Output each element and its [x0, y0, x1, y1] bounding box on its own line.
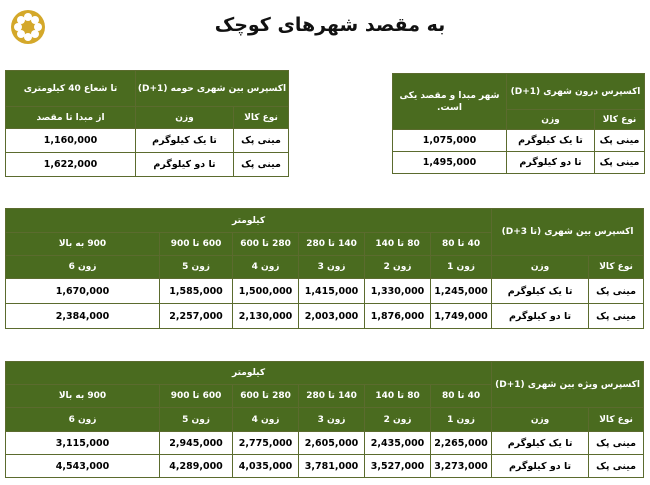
price-cell: 1,495,000 — [393, 152, 507, 174]
item-cell: مینی پک — [589, 304, 644, 329]
weight-cell: تا یک کیلوگرم — [492, 432, 589, 455]
range-cell: 40 تا 80 — [431, 233, 492, 256]
weight-cell: تا دو کیلوگرم — [492, 455, 589, 478]
zone-cell: زون 1 — [431, 256, 492, 279]
item-cell: مینی پک — [595, 152, 645, 174]
zone-cell: زون 4 — [233, 256, 299, 279]
flower-logo-icon — [10, 9, 46, 45]
item-cell: مینی پک — [589, 455, 644, 478]
price-cell: 2,257,000 — [160, 304, 233, 329]
table-row — [6, 153, 289, 177]
price-cell: 1,670,000 — [6, 279, 160, 304]
intracity-weight-header: وزن — [507, 110, 595, 130]
range-cell: 280 تا 600 — [233, 385, 299, 408]
table-row — [6, 304, 644, 329]
price-cell: 1,622,000 — [6, 153, 136, 177]
price-cell: 2,384,000 — [6, 304, 160, 329]
price-cell: 4,543,000 — [6, 455, 160, 478]
weight-cell: تا دو کیلوگرم — [136, 153, 234, 177]
zone-cell: زون 3 — [299, 256, 365, 279]
zone-cell: زون 2 — [365, 408, 431, 432]
zone-cell: زون 6 — [6, 256, 160, 279]
price-cell: 1,075,000 — [393, 130, 507, 152]
intracity-item-header: نوع کالا — [595, 110, 645, 130]
price-cell: 2,775,000 — [233, 432, 299, 455]
suburban-item-header: نوع کالا — [234, 107, 289, 129]
suburban-distance: تا شعاع 40 کیلومتری — [6, 71, 136, 107]
item-cell: مینی پک — [234, 129, 289, 153]
intercity-zone-table — [5, 208, 644, 329]
zone-cell: زون 5 — [160, 408, 233, 432]
special-title: اکسپرس ویژه بین شهری (D+1) — [492, 362, 644, 408]
price-cell: 1,500,000 — [233, 279, 299, 304]
range-cell: 900 به بالا — [6, 233, 160, 256]
price-cell: 2,605,000 — [299, 432, 365, 455]
price-cell: 3,273,000 — [431, 455, 492, 478]
zone-cell: زون 1 — [431, 408, 492, 432]
price-cell: 2,945,000 — [160, 432, 233, 455]
price-cell: 4,035,000 — [233, 455, 299, 478]
intercity-unit: کیلومتر — [6, 209, 492, 233]
price-cell: 1,585,000 — [160, 279, 233, 304]
zone-cell: زون 6 — [6, 408, 160, 432]
price-cell: 1,330,000 — [365, 279, 431, 304]
range-cell: 280 تا 600 — [233, 233, 299, 256]
price-cell: 3,527,000 — [365, 455, 431, 478]
suburban-title: اکسپرس بین شهری حومه (D+1) — [136, 71, 289, 107]
table-row — [6, 129, 289, 153]
intracity-note: شهر مبدا و مقصد یکی است. — [393, 74, 507, 130]
item-cell: مینی پک — [595, 130, 645, 152]
price-cell: 1,876,000 — [365, 304, 431, 329]
zone-cell: زون 2 — [365, 256, 431, 279]
item-cell: مینی پک — [589, 432, 644, 455]
price-cell: 2,265,000 — [431, 432, 492, 455]
item-cell: مینی پک — [234, 153, 289, 177]
price-cell: 2,130,000 — [233, 304, 299, 329]
table-row — [6, 432, 644, 455]
range-cell: 40 تا 80 — [431, 385, 492, 408]
range-cell: 140 تا 280 — [299, 233, 365, 256]
special-zone-table — [5, 361, 644, 478]
range-cell: 900 به بالا — [6, 385, 160, 408]
range-cell: 80 تا 140 — [365, 233, 431, 256]
table-row — [393, 152, 645, 174]
suburban-range-header: از مبدا تا مقصد — [6, 107, 136, 129]
price-cell: 1,160,000 — [6, 129, 136, 153]
weight-cell: تا یک کیلوگرم — [507, 130, 595, 152]
price-cell: 3,781,000 — [299, 455, 365, 478]
range-cell: 80 تا 140 — [365, 385, 431, 408]
range-cell: 140 تا 280 — [299, 385, 365, 408]
zone-cell: زون 4 — [233, 408, 299, 432]
intracity-price-table — [392, 73, 645, 174]
suburban-weight-header: وزن — [136, 107, 234, 129]
weight-cell: تا یک کیلوگرم — [492, 279, 589, 304]
price-cell: 3,115,000 — [6, 432, 160, 455]
suburban-price-table — [5, 70, 289, 177]
item-cell: مینی پک — [589, 279, 644, 304]
price-cell: 1,415,000 — [299, 279, 365, 304]
table-row — [393, 130, 645, 152]
intracity-title: اکسپرس درون شهری (D+1) — [507, 74, 645, 110]
special-item-header: نوع کالا — [589, 408, 644, 432]
price-cell: 2,435,000 — [365, 432, 431, 455]
price-cell: 1,749,000 — [431, 304, 492, 329]
zone-cell: زون 5 — [160, 256, 233, 279]
range-cell: 600 تا 900 — [160, 385, 233, 408]
table-row — [6, 279, 644, 304]
price-cell: 1,245,000 — [431, 279, 492, 304]
special-weight-header: وزن — [492, 408, 589, 432]
intercity-item-header: نوع کالا — [589, 256, 644, 279]
weight-cell: تا دو کیلوگرم — [507, 152, 595, 174]
table-row — [6, 455, 644, 478]
intercity-weight-header: وزن — [492, 256, 589, 279]
special-unit: کیلومتر — [6, 362, 492, 385]
page-title: به مقصد شهرهای کوچک — [214, 14, 446, 36]
weight-cell: تا یک کیلوگرم — [136, 129, 234, 153]
zone-cell: زون 3 — [299, 408, 365, 432]
range-cell: 600 تا 900 — [160, 233, 233, 256]
price-cell: 4,289,000 — [160, 455, 233, 478]
intercity-title: اکسپرس بین شهری (تا D+3) — [492, 209, 644, 256]
weight-cell: تا دو کیلوگرم — [492, 304, 589, 329]
price-cell: 2,003,000 — [299, 304, 365, 329]
